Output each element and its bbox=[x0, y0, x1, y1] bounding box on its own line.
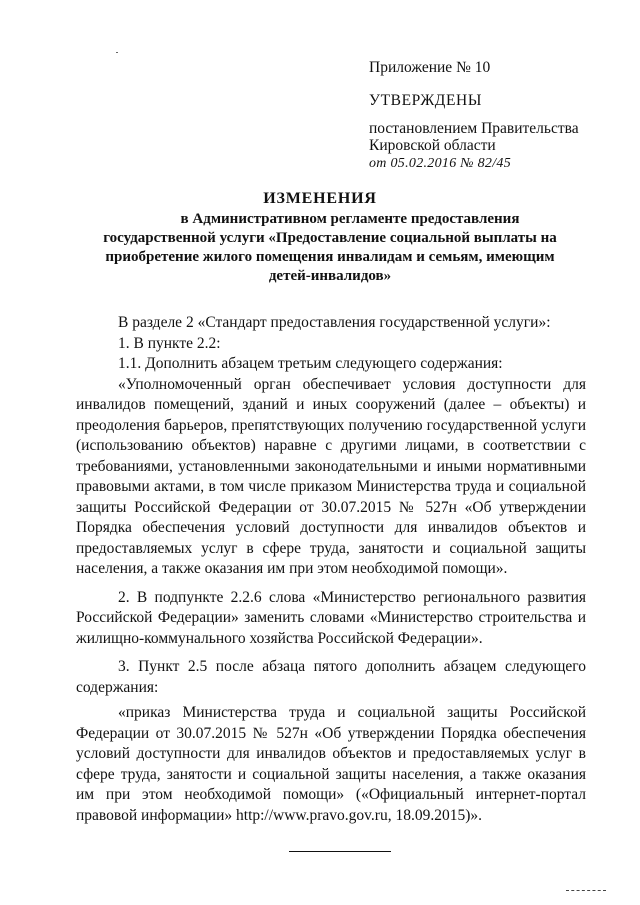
paragraph-quote-2: «приказ Министерства труда и социальной защиты Российской Федерации от 30.07.2015 № 527н «Об утверждении Порядка обеспечения условий доступности для инвалидов объектов и предоставляемых услуг в сфере труда, занятости и социальной защиты населения, а также оказания им при этом необходимой помощи» («Официальный интернет-портал правовой информации» http://www.pravo.gov.ru, 18.09.2015)». bbox=[76, 704, 586, 824]
document-title: ИЗМЕНЕНИЯ bbox=[263, 190, 377, 207]
paragraph-section-2: В разделе 2 «Стандарт предоставления государственной услуги»: bbox=[118, 314, 551, 331]
document-subtitle bbox=[100, 210, 560, 286]
decree-line-1: постановлением Правительства bbox=[369, 120, 579, 137]
subtitle-line-1: в Административном регламенте предоставления bbox=[180, 211, 520, 227]
scan-speck bbox=[116, 52, 118, 53]
approved-label: УТВЕРЖДЕНЫ bbox=[369, 92, 482, 109]
closing-separator-line bbox=[289, 851, 391, 852]
paragraph-item-1: 1. В пункте 2.2: bbox=[118, 334, 221, 352]
appendix-number: Приложение № 10 bbox=[369, 59, 491, 76]
paragraph-quote-1: «Уполномоченный орган обеспечивает условия доступности для инвалидов помещений, зданий и иных сооружений (далее – объекты) и преодоления барьеров, препятствующих получению государственной услуги (использованию объектов) наравне с другими лицами, в соответствии с требованиями, установленными законодательными и иными нормативными правовыми актами, в том числе приказом Министерства труда и социальной защиты Российской Федерации от 30.07.2015 № 527н «Об утверждении Порядка обеспечения условий доступности для инвалидов объектов и предоставляемых услуг в сфере труда, занятости и социальной защиты населения, а также оказания им при этом необходимой помощи». bbox=[76, 375, 586, 577]
decree-line-2: Кировской области bbox=[369, 137, 496, 154]
subtitle-line-4: детей-инвалидов» bbox=[268, 268, 392, 284]
decree-reference bbox=[369, 120, 579, 154]
subtitle-line-2: государственной услуги «Предоставление социальной выплаты на bbox=[103, 230, 557, 246]
paragraph-item-1-1: 1.1. Дополнить абзацем третьим следующего содержания: bbox=[118, 355, 503, 372]
paragraph-item-2: 2. В подпункте 2.2.6 слова «Министерство регионального развития Российской Федерации» заменить словами «Министерство строительства и жилищно-коммунального хозяйства Российской Федерации». bbox=[76, 588, 586, 647]
subtitle-line-3: приобретение жилого помещения инвалидам и семьям, имеющим bbox=[105, 249, 555, 265]
document-body bbox=[76, 313, 586, 826]
decree-date-handwritten: от 05.02.2016 № 82/45 bbox=[369, 156, 511, 171]
corner-mark bbox=[566, 890, 606, 893]
paragraph-item-3: 3. Пункт 2.5 после абзаца пятого дополнить абзацем следующего содержания: bbox=[76, 658, 586, 696]
